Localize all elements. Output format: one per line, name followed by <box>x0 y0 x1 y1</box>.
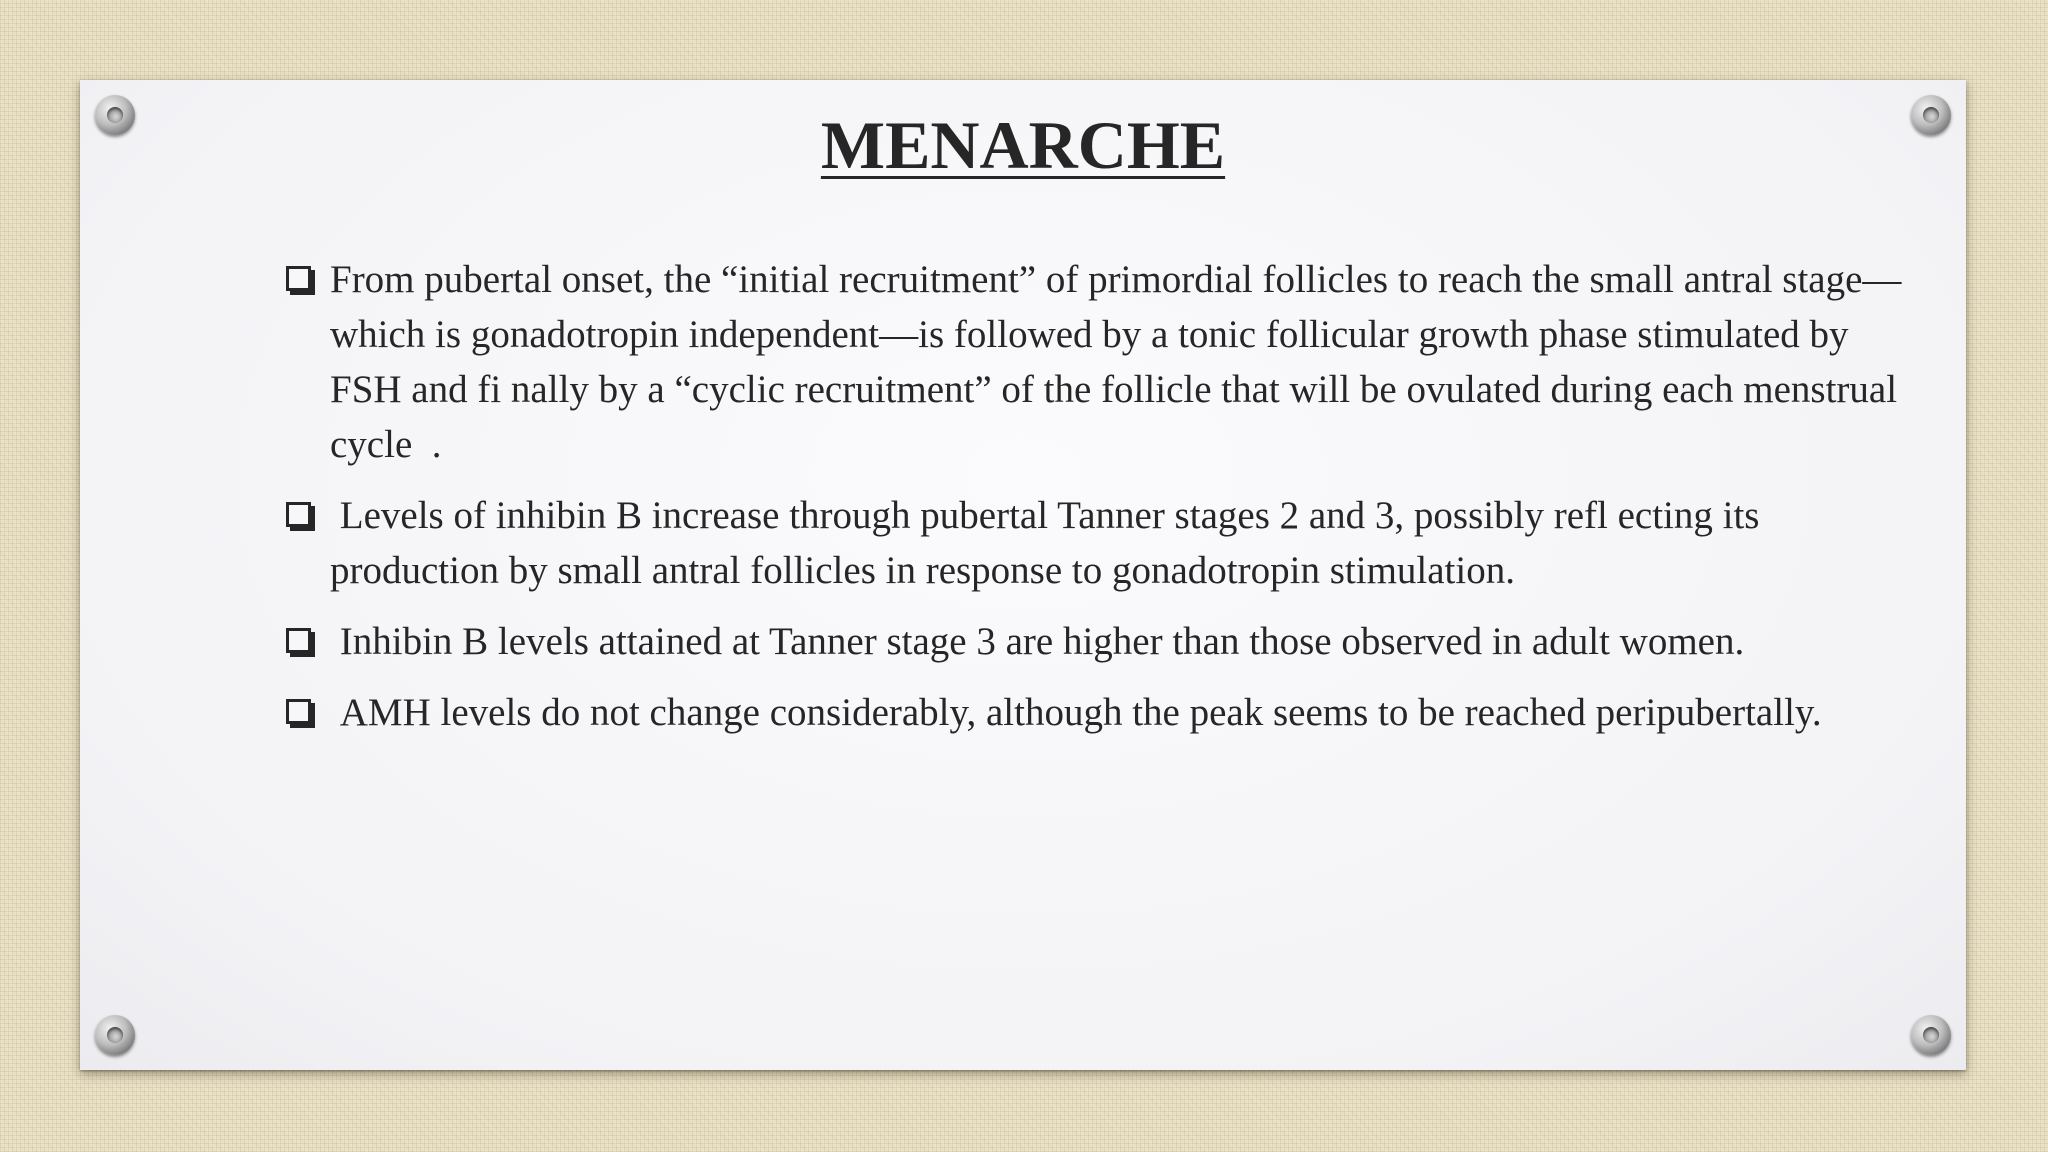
hollow-square-bullet-icon <box>286 699 316 729</box>
bullet-item <box>284 685 1924 740</box>
grommet-icon <box>1911 1015 1951 1055</box>
hollow-square-bullet-icon <box>286 266 316 296</box>
bullet-item <box>284 488 1924 598</box>
hollow-square-bullet-icon <box>286 502 316 532</box>
bullet-text: Inhibin B levels attained at Tanner stage 3 are higher than those observed in adult women. <box>330 620 1745 663</box>
bullet-list <box>284 252 1927 756</box>
slide-card <box>80 80 1966 1070</box>
bullet-text: Levels of inhibin B increase through pubertal Tanner stages 2 and 3, possibly refl ecting its production by small antral follicles in response to gonadotropin stimulation. <box>330 494 1770 592</box>
grommet-icon <box>95 1015 135 1055</box>
hollow-square-bullet-icon <box>286 628 316 658</box>
bullet-item <box>284 252 1927 472</box>
bullet-text: From pubertal onset, the “initial recruitment” of primordial follicles to reach the small antral stage—which is gonadotropin independent—is followed by a tonic follicular growth phase stimulated by FSH and fi nally by a “cyclic recruitment” of the follicle that will be ovulated during each menstrual cycle . <box>330 258 1927 466</box>
bullet-text: AMH levels do not change considerably, although the peak seems to be reached peripubertally. <box>330 691 1822 734</box>
slide-title: MENARCHE <box>820 107 1226 183</box>
bullet-item <box>284 614 1924 669</box>
